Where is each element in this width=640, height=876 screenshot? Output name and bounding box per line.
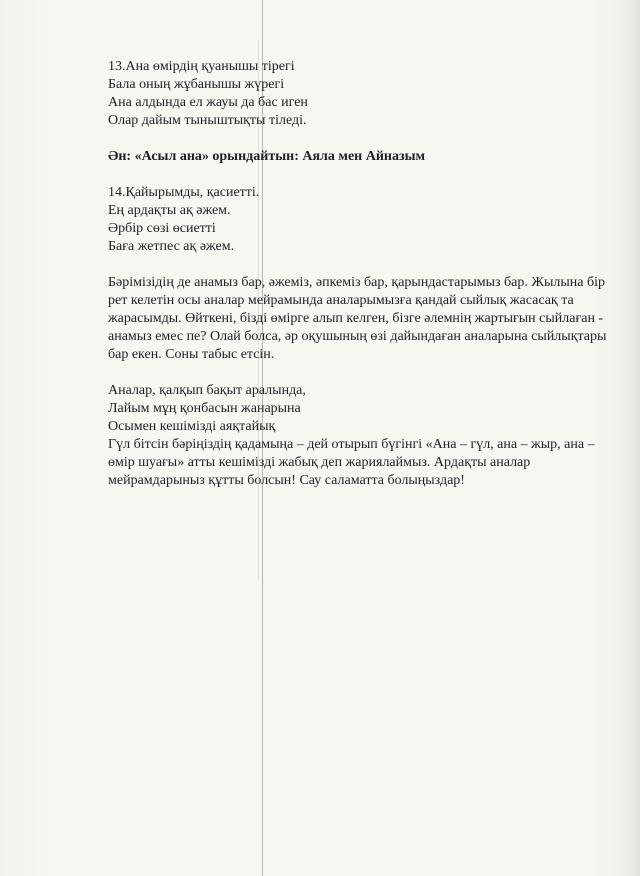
- song-announcement: Ән: «Асыл ана» орындайтын: Аяла мен Айназым: [108, 149, 426, 164]
- verse-line: Бала оның жұбанышы жүрегі: [108, 77, 285, 92]
- verse-line: Ең ардақты ақ әжем.: [108, 203, 231, 218]
- document-text: [108, 58, 628, 508]
- verse-line: Баға жетпес ақ әжем.: [108, 239, 235, 254]
- closing-paragraph: [108, 382, 628, 490]
- prose-paragraph: Бәрімізідің де анамыз бар, әжеміз, әпкеміз бар, қарындастарымыз бар. Жылына бір рет келетін осы аналар мейрамында аналарымызға қандай сыйлық жасасақ та жарасымды. Өйткені, бізді өмірге алып келген, бізге әлемнің жартығын сыйлаған - анамыз емес пе? Олай болса, әр оқушының өзі дайындаған аналарына сыйлықтары бар екен. Соны табыс етсін.: [108, 275, 607, 362]
- verse-line: Олар дайым тыныштықты тіледі.: [108, 113, 307, 128]
- closing-line: Лайым мұң қонбасын жанарына: [108, 401, 301, 416]
- verse-line: Ана алдында ел жауы да бас иген: [108, 95, 308, 110]
- closing-line: Аналар, қалқып бақыт аралында,: [108, 383, 306, 398]
- closing-line: Осымен кешімізді аяқтайық: [108, 419, 276, 434]
- page-edge-shadow: [626, 0, 640, 876]
- verse-line: Әрбір сөзі өсиетті: [108, 221, 216, 236]
- verse-line: 13.Ана өмірдің қуанышы тірегі: [108, 59, 295, 74]
- closing-text: Гүл бітсін бәріңіздің қадамыңа – дей отырып бүгінгі «Ана – гүл, ана – жыр, ана – өмір шуағы» атты кешімізді жабық деп жариялаймыз. Ардақты аналар мейрамдарыныз құтты болсын! Сау саламатта болыңыздар!: [108, 437, 595, 488]
- verse-14: [108, 184, 628, 256]
- verse-line: 14.Қайырымды, қасиетті.: [108, 185, 260, 200]
- verse-13: [108, 58, 628, 130]
